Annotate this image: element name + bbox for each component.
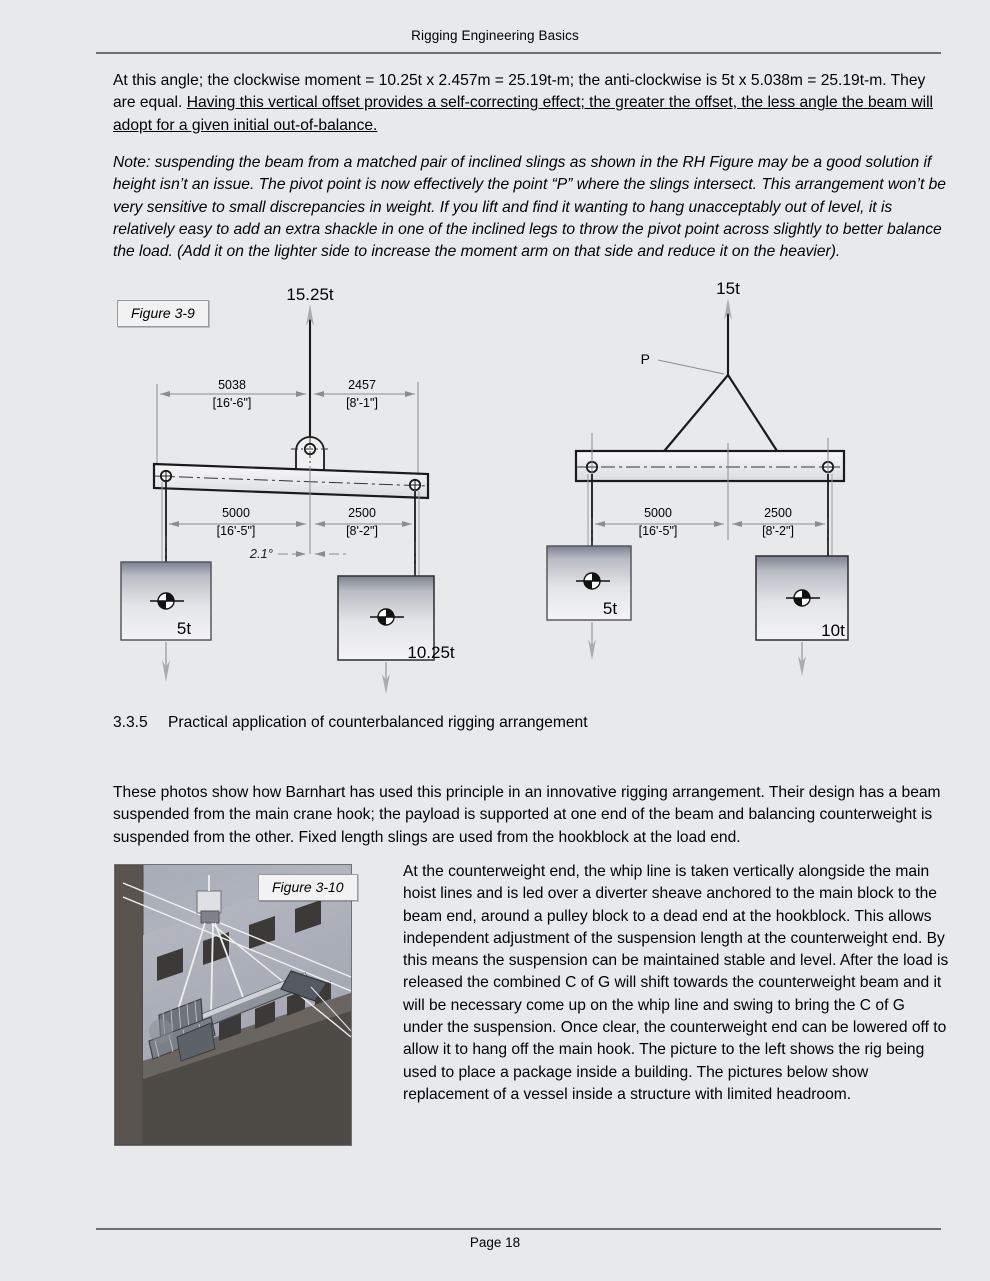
paragraph-moment-plain: At this angle; the clockwise moment = 10.25t x 2.457m = 25.19t-m; the anti-clockwise is 5t x 5.038m = 25.19t-m. They are equal. <box>113 72 926 112</box>
header-rule <box>96 52 941 54</box>
left-dim-lower-left-ft: [16'-5"] <box>216 524 256 538</box>
right-diagram-left-load-assembly <box>547 474 631 660</box>
left-top-load-label: 15.25t <box>286 286 334 304</box>
left-load-assembly <box>121 482 211 682</box>
right-dim-lower-right-mm: 2500 <box>764 506 792 520</box>
figure-3-9-label: Figure 3-9 <box>117 300 209 327</box>
left-angle-annotation <box>249 546 346 561</box>
left-dim-upper-left-ft: [16'-6"] <box>212 396 252 410</box>
pivot-point-leader <box>641 351 724 374</box>
right-load-assembly-left-diagram <box>338 491 455 694</box>
page-header-title: Rigging Engineering Basics <box>411 28 579 43</box>
left-dim-lower-left-mm: 5000 <box>222 506 250 520</box>
left-beam-lug <box>291 436 329 471</box>
left-dim-upper-left-mm: 5038 <box>218 378 246 392</box>
right-top-load-vector <box>724 298 732 375</box>
right-load-left-label: 5t <box>602 599 618 618</box>
right-load-right-label: 10t <box>821 621 845 640</box>
section-heading-3-3-5 <box>113 714 588 732</box>
right-dim-lower-left-ft: [16'-5"] <box>638 524 678 538</box>
left-dim-upper-right-mm: 2457 <box>348 378 376 392</box>
paragraph-barnhart-photos: These photos show how Barnhart has used this principle in an innovative rigging arrangement. Their design has a beam suspended from the main crane hook; the payload is supported at one end of the beam and balancing counterweight is suspended from the other. Fixed length slings are used from the hookblock at the load end. <box>113 784 941 846</box>
left-dim-lower-right-ft: [8'-2"] <box>346 524 378 538</box>
paragraph-note-inclined-slings: Note: suspending the beam from a matched pair of inclined slings as shown in the RH Figure may be a good solution if height isn’t an issue. The pivot point is now effectively the point “P” where the slings intersect. This arrangement won’t be very sensitive to small discrepancies in weight. If you lift and find it wanting to hang unacceptably out of level, it is relatively easy to add an extra shackle in one of the inclined legs to throw the pivot point across slightly to better balance the load. (Add it on the lighter side to increase the moment arm on that side and reduce it on the heavier). <box>113 154 946 261</box>
paragraph-counterweight-description: At the counterweight end, the whip line is taken vertically alongside the main hoist lines and is led over a diverter sheave anchored to the main block to the beam end, around a pulley block to a dead end at the hookblock. This allows independent adjustment of the suspension length at the counterweight end. By this means the suspension can be maintained stable and level. After the load is released the combined C of G will shift towards the counterweight beam and it will be necessary come up on the whip line and swing to bring the C of G under the suspension. Once clear, the counterweight end can be lowered off to allow it to hang off the main hook. The picture to the left shows the rig being used to place a package inside a building. The pictures below show replacement of a vessel inside a structure with limited headroom. <box>403 863 949 1103</box>
left-load-left-label: 5t <box>176 619 192 638</box>
left-dim-upper-right-ft: [8'-1"] <box>346 396 378 410</box>
section-title: Practical application of counterbalanced rigging arrangement <box>168 714 588 731</box>
figure-3-10-photo <box>114 864 352 1146</box>
right-diagram-right-load-assembly <box>756 474 848 676</box>
right-dim-lower-right-ft: [8'-2"] <box>762 524 794 538</box>
pivot-point-label: P <box>640 351 650 367</box>
paragraph-moment-calculation <box>113 70 949 137</box>
figure-3-9-diagram <box>110 286 470 701</box>
right-dim-lower-left-mm: 5000 <box>644 506 672 520</box>
left-dim-lower-right-mm: 2500 <box>348 506 376 520</box>
paragraph-moment-underlined: Having this vertical offset provides a self-correcting effect; the greater the offset, the less angle the beam will adopt for a given initial out-of-balance. <box>113 94 933 134</box>
left-top-load-vector <box>306 304 314 446</box>
figure-3-9-right-diagram <box>538 278 878 693</box>
page-number: Page 18 <box>469 1235 521 1250</box>
left-angle-label: 2.1° <box>249 546 273 561</box>
right-top-load-label: 15t <box>716 279 740 298</box>
section-number: 3.3.5 <box>113 714 148 731</box>
right-spreader-beam <box>576 451 844 481</box>
left-spreader-beam <box>154 464 428 498</box>
footer-rule <box>96 1228 941 1230</box>
figure-3-10-label: Figure 3-10 <box>258 874 358 901</box>
left-load-right-label: 10.25t <box>407 643 455 662</box>
